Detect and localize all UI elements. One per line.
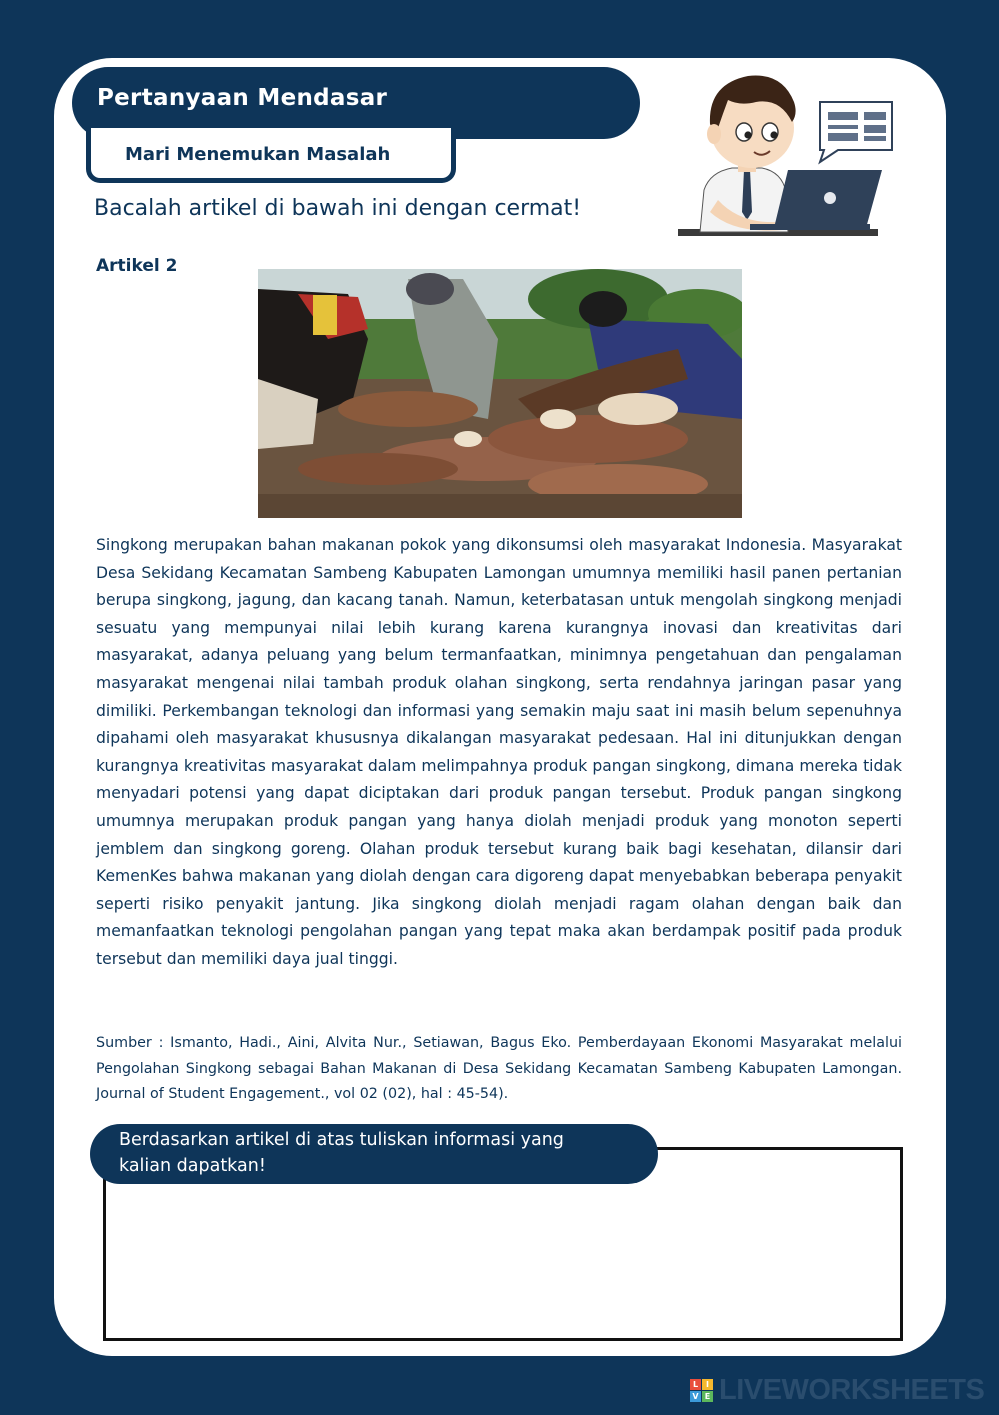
section-subtitle: Mari Menemukan Masalah [86,128,456,183]
article-label: Artikel 2 [96,256,178,276]
student-laptop-illustration [670,62,900,242]
liveworksheets-watermark [690,1374,984,1406]
instruction-text: Bacalah artikel di bawah ini dengan cermat! [94,196,582,221]
page-title: Pertanyaan Mendasar [72,67,640,139]
watermark-text: LIVEWORKSHEETS [719,1373,985,1406]
question-prompt: Berdasarkan artikel di atas tuliskan informasi yang kalian dapatkan! [90,1124,658,1184]
liveworksheets-logo-icon: L I V E [690,1379,713,1402]
article-body: Singkong merupakan bahan makanan pokok yang dikonsumsi oleh masyarakat Indonesia. Masyarakat Desa Sekidang Kecamatan Sambeng Kabupaten Lamongan umumnya memiliki hasil panen pertanian berupa singkong, jagung, dan kacang tanah. Namun, keterbatasan untuk mengolah singkong menjadi sesuatu yang mempunyai nilai lebih kurang karena kurangnya inovasi dan kreativitas dari masyarakat, adanya peluang yang belum termanfaatkan, minimnya pengetahuan dan pengalaman masyarakat mengenai nilai tambah produk olahan singkong, serta rendahnya jaringan pasar yang dimiliki. Perkembangan teknologi dan informasi yang semakin maju saat ini masih belum sepenuhnya dipahami oleh masyarakat khususnya dikalangan masyarakat pedesaan. Hal ini ditunjukkan dengan kurangnya kreativitas masyarakat dalam melimpahnya produk pangan singkong, dimana mereka tidak menyadari potensi yang dapat diciptakan dari produk pangan tersebut. Produk pangan singkong umumnya merupakan produk pangan yang hanya diolah menjadi produk yang monoton seperti jemblem dan singkong goreng. Olahan produk tersebut kurang baik bagi kesehatan, dilansir dari KemenKes bahwa makanan yang diolah dengan cara digoreng dapat menyebabkan beberapa penyakit seperti risiko penyakit jantung. Jika singkong diolah menjadi ragam olahan dengan baik dan memanfaatkan teknologi pengolahan pangan yang tepat maka akan berdampak positif pada produk tersebut dan memiliki daya jual tinggi. [96,536,902,968]
article-source: Sumber : Ismanto, Hadi., Aini, Alvita Nur., Setiawan, Bagus Eko. Pemberdayaan Ekonomi Masyarakat melalui Pengolahan Singkong sebagai Bahan Makanan di Desa Sekidang Kecamatan Sambeng Kabupaten Lamongan. Journal of Student Engagement., vol 02 (02), hal : 45-54). [96,1035,902,1102]
cassava-harvest-photo [258,269,742,518]
